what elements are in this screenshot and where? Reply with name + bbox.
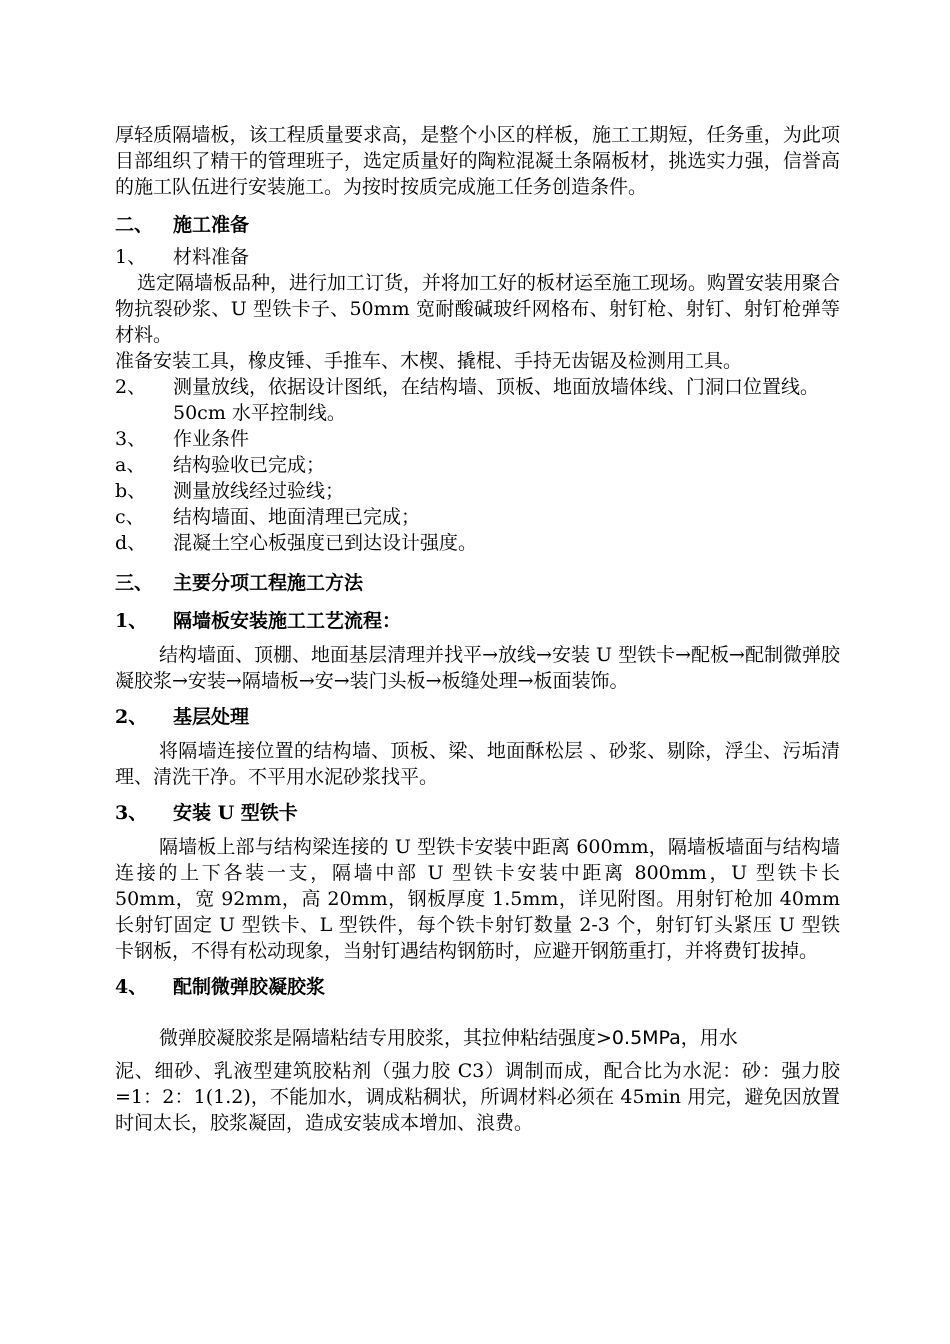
materials-paragraph: 选定隔墙板品种，进行加工订货，并将加工好的板材运至施工现场。购置安装用聚合物抗裂砂浆、U 型铁卡子、50mm 宽耐酸碱玻纤网格布、射钉枪、射钉、射钉枪弹等材料。	[115, 272, 841, 346]
strength-value: >0.5MPa	[596, 1027, 681, 1049]
tools-paragraph: 准备安装工具，橡皮锤、手推车、木楔、撬棍、手持无齿锯及检测用工具。	[115, 350, 743, 372]
list-item	[115, 244, 840, 270]
subsection-title: 基层处理	[173, 706, 250, 728]
item-text: 测量放线，依据设计图纸，在结构墙、顶板、地面放墙体线、门洞口位置线。50cm 水平控制线。	[173, 376, 820, 424]
item-text: 测量放线经过验线；	[173, 480, 345, 502]
item-letter: c、	[115, 506, 145, 528]
subsection-number: 1、	[115, 610, 148, 632]
section-title: 主要分项工程施工方法	[173, 572, 364, 594]
item-number: 1、	[115, 246, 147, 268]
item-letter: b、	[115, 480, 147, 502]
section-number: 三、	[115, 572, 154, 594]
subsection-number: 2、	[115, 706, 148, 728]
list-item	[115, 426, 840, 452]
list-item	[115, 374, 840, 426]
section-heading-2	[115, 212, 840, 238]
subsection-title: 配制微弹胶凝胶浆	[173, 976, 326, 998]
subsection-heading	[115, 704, 840, 730]
item-letter: d、	[115, 532, 147, 554]
item-text: 混凝土空心板强度已到达设计强度。	[173, 532, 478, 554]
adhesive-text: 微弹胶凝胶浆是隔墙粘结专用胶浆，其拉伸粘结强度	[159, 1027, 597, 1049]
subsection-heading	[115, 608, 840, 634]
item-number: 2、	[115, 376, 147, 398]
adhesive-paragraph	[115, 1018, 840, 1058]
condition-item	[115, 478, 840, 504]
item-title: 作业条件	[173, 428, 250, 450]
subsection-title: 安装 U 型铁卡	[173, 802, 298, 824]
adhesive-text: ，用水	[680, 1027, 738, 1049]
item-number: 3、	[115, 428, 147, 450]
condition-item	[115, 504, 840, 530]
item-text: 结构墙面、地面清理已完成；	[173, 506, 421, 528]
section-number: 二、	[115, 214, 154, 236]
process-flow-paragraph: 结构墙面、顶棚、地面基层清理并找平→放线→安装 U 型铁卡→配板→配制微弹胶凝胶浆→安装→隔墙板→安→装门头板→板缝处理→板面装饰。	[115, 644, 840, 692]
document-page	[115, 122, 840, 1136]
condition-item	[115, 530, 840, 556]
subsection-heading	[115, 800, 840, 826]
item-text: 结构验收已完成；	[173, 454, 326, 476]
subsection-number: 3、	[115, 802, 148, 824]
intro-paragraph: 厚轻质隔墙板，该工程质量要求高，是整个小区的样板，施工工期短，任务重，为此项目部组织了精干的管理班子，选定质量好的陶粒混凝土条隔板材，挑选实力强，信誉高的施工队伍进行安装施工。为按时按质完成施工任务创造条件。	[115, 124, 840, 198]
u-clip-paragraph: 隔墙板上部与结构梁连接的 U 型铁卡安装中距离 600mm，隔墙板墙面与结构墙连接的上下各装一支，隔墙中部 U 型铁卡安装中距离 800mm，U 型铁卡长 50mm，宽 92mm，高 20mm，钢板厚度 1.5mm，详见附图。用射钉枪加 40mm 长射钉固定 U 型铁卡、L 型铁件，每个铁卡射钉数量 2-3 个，射钉钉头紧压 U 型铁卡钢板，不得有松动现象，当射钉遇结构钢筋时，应避开钢筋重打，并将费钉拔掉。	[115, 836, 840, 962]
item-title: 材料准备	[173, 246, 250, 268]
item-letter: a、	[115, 454, 146, 476]
subsection-title: 隔墙板安装施工工艺流程：	[173, 610, 402, 632]
section-heading-3	[115, 570, 840, 596]
base-treatment-paragraph: 将隔墙连接位置的结构墙、顶板、梁、地面酥松层 、砂浆、剔除，浮尘、污垢清理、清洗干净。不平用水泥砂浆找平。	[115, 740, 840, 788]
section-title: 施工准备	[173, 214, 250, 236]
adhesive-paragraph-continued: 泥、细砂、乳液型建筑胶粘剂（强力胶 C3）调制而成，配合比为水泥：砂：强力胶=1：2：1(1.2)，不能加水，调成粘稠状，所调材料必须在 45min 用完，避免因放置时间太长，胶浆凝固，造成安装成本增加、浪费。	[115, 1060, 840, 1134]
subsection-number: 4、	[115, 976, 148, 998]
condition-item	[115, 452, 840, 478]
subsection-heading	[115, 974, 840, 1000]
